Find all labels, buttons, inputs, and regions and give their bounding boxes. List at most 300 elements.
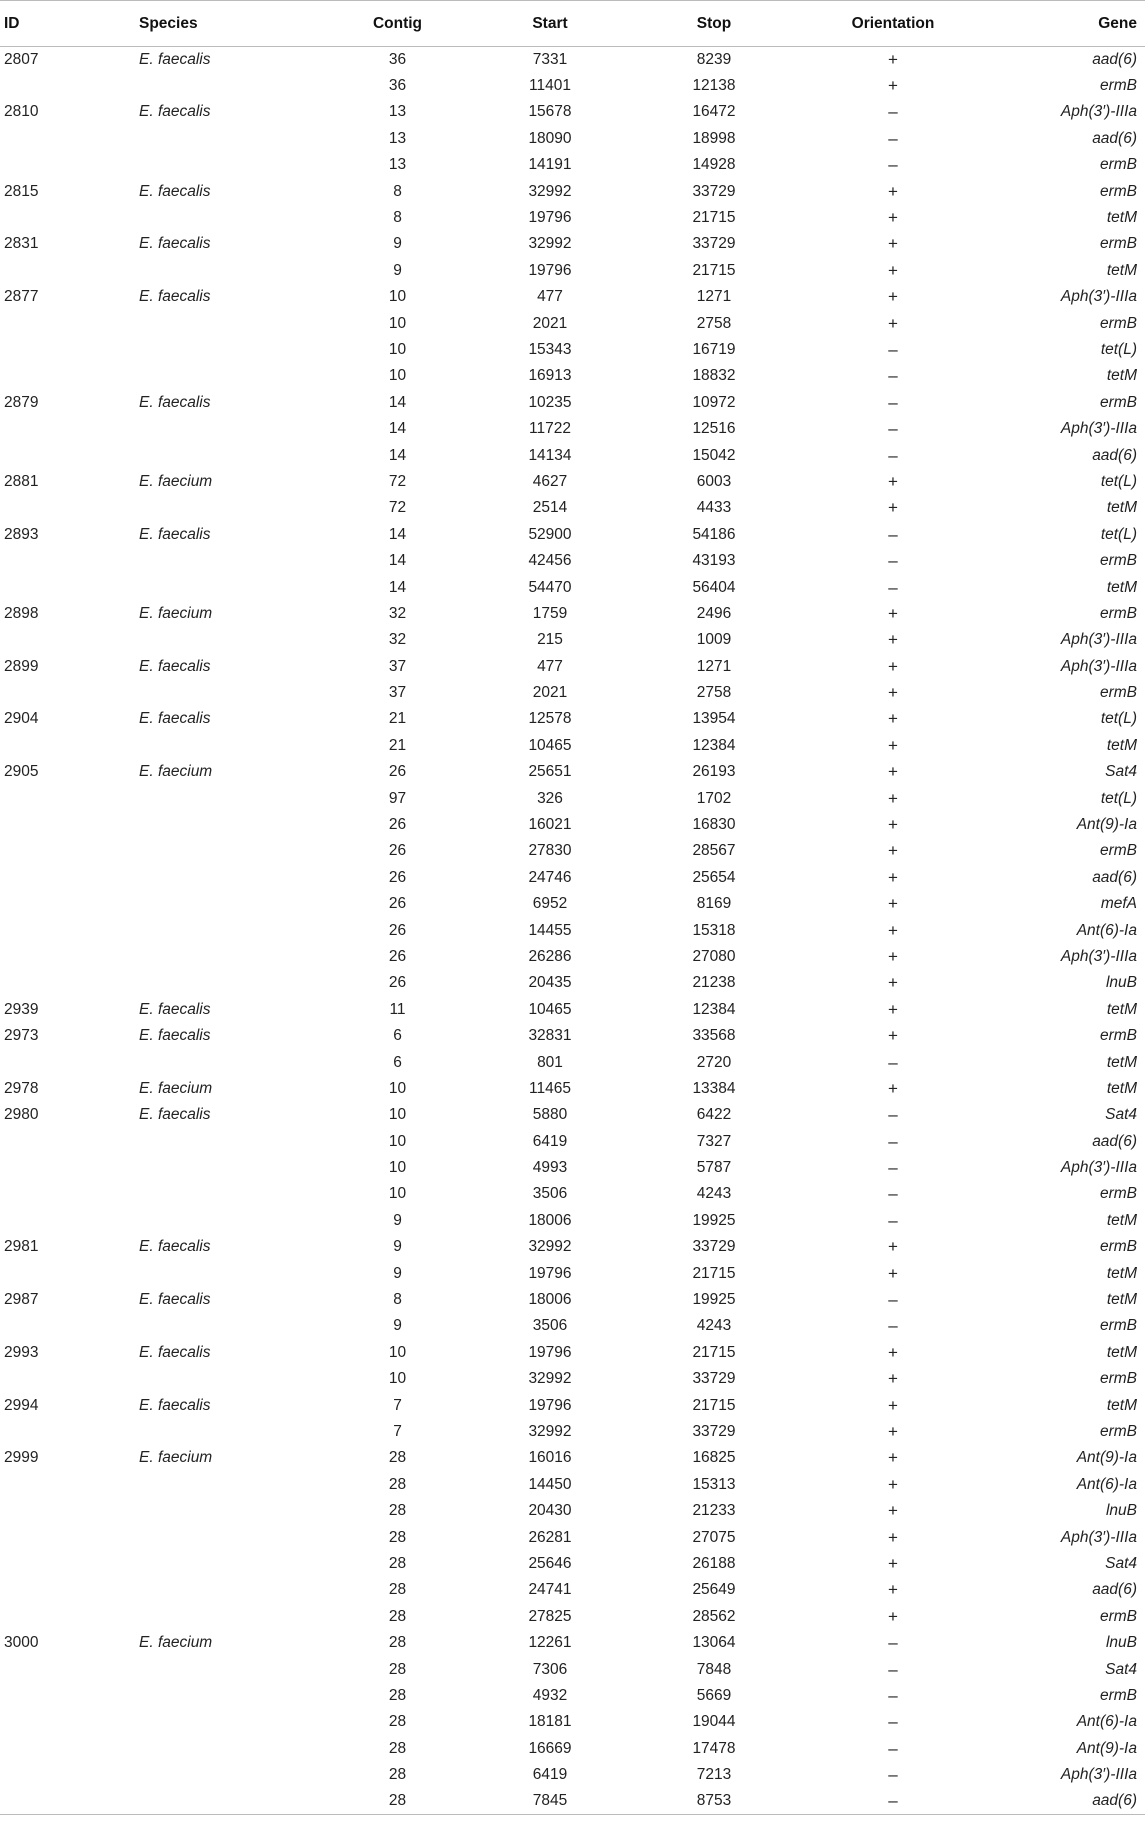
cell-orientation: – xyxy=(888,128,898,148)
cell-orientation: – xyxy=(888,445,898,465)
cell-contig: 10 xyxy=(388,288,407,306)
cell-start: 16021 xyxy=(528,816,572,834)
cell-orientation: + xyxy=(888,208,898,228)
cell-start: 42456 xyxy=(528,552,572,570)
cell-orientation: + xyxy=(888,841,898,861)
table-row xyxy=(0,284,1145,310)
cell-species: E. faecium xyxy=(139,604,213,622)
cell-stop: 25654 xyxy=(692,868,736,886)
table-row xyxy=(0,1788,1145,1814)
cell-id xyxy=(0,1656,135,1682)
cell-orientation: + xyxy=(888,1474,898,1494)
cell-start: 4993 xyxy=(532,1159,568,1177)
cell-stop: 21715 xyxy=(692,1264,736,1282)
cell-stop: 12516 xyxy=(692,420,736,438)
cell-contig: 28 xyxy=(388,1449,407,1467)
cell-stop: 33729 xyxy=(692,235,736,253)
cell-gene: Ant(6)-Ia xyxy=(1076,1713,1137,1731)
cell-orientation: – xyxy=(888,419,898,439)
cell-contig: 10 xyxy=(388,340,407,358)
cell-contig: 28 xyxy=(325,1788,470,1814)
table-row xyxy=(0,522,1145,548)
cell-start: 326 xyxy=(537,789,563,807)
cell-stop: 2758 xyxy=(696,684,732,702)
header-gene: Gene xyxy=(988,1,1145,47)
cell-contig: 36 xyxy=(388,77,407,95)
cell-orientation: + xyxy=(888,313,898,333)
cell-species xyxy=(135,1604,325,1630)
cell-species xyxy=(135,733,325,759)
cell-contig: 10 xyxy=(388,1106,407,1124)
cell-orientation: – xyxy=(888,366,898,386)
table-row xyxy=(0,310,1145,336)
cell-gene: tet(L) xyxy=(1100,789,1137,807)
cell-stop: 21238 xyxy=(692,974,736,992)
cell-species xyxy=(135,1656,325,1682)
cell-species xyxy=(135,1551,325,1577)
cell-gene: tetM xyxy=(1106,261,1137,279)
cell-start: 6419 xyxy=(532,1766,568,1784)
table-row xyxy=(0,812,1145,838)
cell-stop: 21715 xyxy=(692,261,736,279)
cell-stop: 7848 xyxy=(696,1660,732,1678)
cell-contig: 6 xyxy=(393,1053,402,1071)
cell-id xyxy=(0,1155,135,1181)
table-row xyxy=(0,152,1145,178)
cell-contig: 8 xyxy=(393,182,402,200)
cell-id xyxy=(0,1313,135,1339)
cell-contig: 37 xyxy=(388,684,407,702)
cell-contig: 72 xyxy=(388,499,407,517)
cell-species: E. faecalis xyxy=(139,1343,211,1361)
table-row xyxy=(0,970,1145,996)
cell-id: 2993 xyxy=(4,1343,39,1361)
cell-species: E. faecalis xyxy=(139,1106,211,1124)
cell-id xyxy=(0,258,135,284)
cell-orientation: + xyxy=(888,1078,898,1098)
cell-gene: tetM xyxy=(1106,1343,1137,1361)
cell-id xyxy=(0,1181,135,1207)
cell-species: E. faecium xyxy=(139,1079,213,1097)
cell-id: 2881 xyxy=(4,472,39,490)
cell-stop: 13064 xyxy=(692,1634,736,1652)
cell-gene: ermB xyxy=(1099,552,1137,570)
cell-stop: 13954 xyxy=(692,710,736,728)
cell-id: 2905 xyxy=(4,763,39,781)
cell-orientation: + xyxy=(888,999,898,1019)
cell-gene: Ant(6)-Ia xyxy=(1076,921,1137,939)
cell-species xyxy=(135,126,325,152)
cell-stop: 13384 xyxy=(692,1079,736,1097)
header-row xyxy=(0,1,1145,47)
cell-contig: 28 xyxy=(388,1686,407,1704)
cell-orientation: – xyxy=(888,1184,898,1204)
table-row xyxy=(0,1498,1145,1524)
cell-gene: Aph(3′)-IIIa xyxy=(1060,103,1137,121)
cell-species: E. faecalis xyxy=(139,182,211,200)
cell-stop: 12384 xyxy=(692,1000,736,1018)
cell-contig: 36 xyxy=(388,50,407,68)
cell-orientation: – xyxy=(888,1105,898,1125)
cell-stop: 15042 xyxy=(692,446,736,464)
cell-gene: ermB xyxy=(1099,1370,1137,1388)
cell-orientation: + xyxy=(888,76,898,96)
cell-gene: aad(6) xyxy=(988,1788,1145,1814)
cell-stop: 1271 xyxy=(696,657,732,675)
cell-gene: aad(6) xyxy=(1092,446,1137,464)
cell-start: 12261 xyxy=(528,1634,572,1652)
cell-start: 5880 xyxy=(532,1106,568,1124)
cell-start: 477 xyxy=(537,657,563,675)
header-orientation: Orientation xyxy=(798,1,988,47)
cell-start: 24746 xyxy=(528,868,572,886)
table-row xyxy=(0,469,1145,495)
cell-species: E. faecalis xyxy=(139,525,211,543)
cell-species xyxy=(135,1419,325,1445)
cell-stop: 15318 xyxy=(692,921,736,939)
cell-id xyxy=(0,1260,135,1286)
table-row xyxy=(0,944,1145,970)
cell-orientation: + xyxy=(888,735,898,755)
cell-contig: 13 xyxy=(388,103,407,121)
cell-orientation: + xyxy=(888,260,898,280)
cell-gene: tetM xyxy=(1106,1000,1137,1018)
table-row xyxy=(0,548,1145,574)
cell-id: 2939 xyxy=(4,1000,39,1018)
cell-orientation: + xyxy=(888,1342,898,1362)
cell-orientation: – xyxy=(888,1659,898,1679)
cell-id xyxy=(0,495,135,521)
cell-species xyxy=(135,1049,325,1075)
cell-gene: aad(6) xyxy=(1092,50,1137,68)
cell-contig: 10 xyxy=(388,1343,407,1361)
table-row xyxy=(0,785,1145,811)
cell-species xyxy=(135,1313,325,1339)
cell-gene: ermB xyxy=(1099,77,1137,95)
cell-start: 19796 xyxy=(528,1264,572,1282)
cell-contig: 8 xyxy=(393,209,402,227)
cell-stop: 28567 xyxy=(692,842,736,860)
cell-species: E. faecium xyxy=(139,763,213,781)
cell-stop: 7327 xyxy=(696,1132,732,1150)
cell-stop: 19044 xyxy=(692,1713,736,1731)
cell-gene: aad(6) xyxy=(1092,129,1137,147)
cell-stop: 5669 xyxy=(696,1686,732,1704)
cell-species: E. faecalis xyxy=(139,235,211,253)
cell-stop: 16830 xyxy=(692,816,736,834)
cell-orientation: + xyxy=(888,1527,898,1547)
header-contig: Contig xyxy=(325,1,470,47)
cell-contig: 10 xyxy=(388,1370,407,1388)
cell-start: 4627 xyxy=(532,472,568,490)
cell-stop: 21233 xyxy=(692,1502,736,1520)
cell-contig: 28 xyxy=(388,1581,407,1599)
cell-orientation: + xyxy=(888,1606,898,1626)
cell-species xyxy=(135,1366,325,1392)
cell-stop: 8169 xyxy=(696,895,732,913)
cell-start: 4932 xyxy=(532,1686,568,1704)
cell-orientation: + xyxy=(888,894,898,914)
cell-start: 14134 xyxy=(528,446,572,464)
cell-start: 54470 xyxy=(528,578,572,596)
cell-gene: Aph(3′)-IIIa xyxy=(1060,947,1137,965)
cell-start: 18006 xyxy=(528,1291,572,1309)
cell-stop: 16825 xyxy=(692,1449,736,1467)
table-row xyxy=(0,917,1145,943)
cell-species xyxy=(135,680,325,706)
cell-orientation: – xyxy=(888,339,898,359)
cell-id xyxy=(0,1472,135,1498)
cell-gene: ermB xyxy=(1099,684,1137,702)
cell-id xyxy=(0,1366,135,1392)
cell-species: E. faecalis xyxy=(139,393,211,411)
cell-start: 27830 xyxy=(528,842,572,860)
cell-start: 16913 xyxy=(528,367,572,385)
cell-orientation: – xyxy=(888,1316,898,1336)
cell-gene: tetM xyxy=(1106,578,1137,596)
table-body xyxy=(0,47,1145,1815)
cell-orientation: + xyxy=(888,709,898,729)
table-row xyxy=(0,73,1145,99)
cell-species xyxy=(135,1788,325,1814)
cell-gene: ermB xyxy=(1099,842,1137,860)
table-row xyxy=(0,1313,1145,1339)
header-stop: Stop xyxy=(630,1,798,47)
cell-stop: 33729 xyxy=(692,1238,736,1256)
cell-contig: 7 xyxy=(393,1396,402,1414)
table-row xyxy=(0,416,1145,442)
cell-species: E. faecium xyxy=(139,1634,213,1652)
cell-gene: ermB xyxy=(1099,393,1137,411)
cell-id xyxy=(0,574,135,600)
cell-contig: 14 xyxy=(388,578,407,596)
cell-stop: 14928 xyxy=(692,156,736,174)
table-row xyxy=(0,1551,1145,1577)
cell-contig: 28 xyxy=(388,1660,407,1678)
cell-contig: 28 xyxy=(388,1634,407,1652)
cell-stop: 27080 xyxy=(692,947,736,965)
cell-gene: Ant(6)-Ia xyxy=(1076,1475,1137,1493)
cell-start: 24741 xyxy=(528,1581,572,1599)
cell-orientation: – xyxy=(888,577,898,597)
cell-species xyxy=(135,205,325,231)
table-header xyxy=(0,1,1145,47)
cell-gene: ermB xyxy=(1099,314,1137,332)
cell-stop: 2758 xyxy=(696,314,732,332)
table-row xyxy=(0,178,1145,204)
cell-orientation: – xyxy=(888,1158,898,1178)
cell-orientation: + xyxy=(888,1369,898,1389)
cell-start: 14191 xyxy=(528,156,572,174)
cell-gene: Aph(3′)-IIIa xyxy=(1060,657,1137,675)
cell-start: 14450 xyxy=(528,1475,572,1493)
cell-id xyxy=(0,73,135,99)
cell-stop: 4243 xyxy=(696,1317,732,1335)
cell-start: 25646 xyxy=(528,1554,572,1572)
cell-id xyxy=(0,126,135,152)
cell-gene: Ant(9)-Ia xyxy=(1076,1449,1137,1467)
cell-orientation: + xyxy=(888,656,898,676)
cell-orientation: – xyxy=(888,1052,898,1072)
cell-orientation: + xyxy=(888,1553,898,1573)
cell-start: 10465 xyxy=(528,736,572,754)
cell-orientation: + xyxy=(888,1501,898,1521)
cell-gene: ermB xyxy=(1099,1317,1137,1335)
cell-species xyxy=(135,1577,325,1603)
cell-species xyxy=(135,73,325,99)
cell-contig: 72 xyxy=(388,472,407,490)
cell-contig: 9 xyxy=(393,1238,402,1256)
cell-gene: Sat4 xyxy=(1105,1660,1137,1678)
cell-gene: Sat4 xyxy=(1105,763,1137,781)
cell-stop: 33729 xyxy=(692,1423,736,1440)
cell-species xyxy=(135,442,325,468)
cell-orientation: – xyxy=(888,1131,898,1151)
cell-start: 7331 xyxy=(532,50,568,68)
cell-contig: 8 xyxy=(393,1291,402,1309)
cell-start: 6419 xyxy=(532,1132,568,1150)
cell-id xyxy=(0,1762,135,1788)
cell-stop: 8239 xyxy=(696,50,732,68)
cell-orientation: + xyxy=(888,867,898,887)
cell-id xyxy=(0,548,135,574)
cell-species xyxy=(135,1208,325,1234)
cell-contig: 26 xyxy=(388,947,407,965)
table-row xyxy=(0,1392,1145,1418)
table-row xyxy=(0,627,1145,653)
cell-orientation: + xyxy=(888,1026,898,1046)
cell-contig: 28 xyxy=(388,1554,407,1572)
cell-species xyxy=(135,548,325,574)
cell-gene: tet(L) xyxy=(1100,340,1137,358)
cell-stop: 4433 xyxy=(696,499,732,517)
cell-species xyxy=(135,1736,325,1762)
cell-start: 32992 xyxy=(528,182,572,200)
table-row xyxy=(0,1656,1145,1682)
cell-start: 20435 xyxy=(528,974,572,992)
table-row xyxy=(0,363,1145,389)
cell-stop: 33568 xyxy=(692,1027,736,1045)
cell-id: 2978 xyxy=(4,1079,39,1097)
cell-start: 14455 xyxy=(528,921,572,939)
cell-id: 2981 xyxy=(4,1238,39,1256)
cell-gene: ermB xyxy=(1099,156,1137,174)
cell-species xyxy=(135,627,325,653)
cell-contig: 14 xyxy=(388,393,407,411)
cell-orientation: + xyxy=(888,815,898,835)
cell-start: 11722 xyxy=(529,420,571,438)
cell-contig: 14 xyxy=(388,446,407,464)
cell-id xyxy=(0,1604,135,1630)
table-row xyxy=(0,601,1145,627)
cell-start: 27825 xyxy=(528,1607,572,1625)
cell-id: 2831 xyxy=(4,235,39,253)
cell-id xyxy=(0,152,135,178)
cell-orientation: – xyxy=(888,1290,898,1310)
table-row xyxy=(0,1524,1145,1550)
table-row xyxy=(0,442,1145,468)
cell-stop: 25649 xyxy=(692,1581,736,1599)
cell-stop: 18832 xyxy=(692,367,736,385)
cell-orientation: – xyxy=(888,1210,898,1230)
cell-contig: 10 xyxy=(388,1132,407,1150)
table-row xyxy=(0,1630,1145,1656)
cell-contig: 11 xyxy=(389,1000,406,1018)
cell-start: 16669 xyxy=(528,1739,572,1757)
cell-orientation: + xyxy=(888,1580,898,1600)
cell-species: E. faecalis xyxy=(139,288,211,306)
table-row xyxy=(0,1366,1145,1392)
cell-orientation: + xyxy=(888,920,898,940)
cell-species xyxy=(135,970,325,996)
cell-start: 18181 xyxy=(528,1713,572,1731)
cell-stop: 19925 xyxy=(692,1291,736,1309)
cell-orientation: + xyxy=(888,1422,898,1441)
cell-gene: ermB xyxy=(1099,1607,1137,1625)
cell-stop: 2496 xyxy=(696,604,732,622)
cell-species xyxy=(135,1683,325,1709)
cell-id: 2904 xyxy=(4,710,39,728)
cell-gene: tetM xyxy=(1106,1211,1137,1229)
cell-gene: Aph(3′)-IIIa xyxy=(1060,631,1137,649)
cell-gene: lnuB xyxy=(1105,1634,1137,1652)
table-row xyxy=(0,1155,1145,1181)
header-start: Start xyxy=(470,1,630,47)
cell-start: 19796 xyxy=(528,261,572,279)
cell-id: 2877 xyxy=(4,288,39,306)
cell-gene: tetM xyxy=(1106,209,1137,227)
cell-contig: 32 xyxy=(388,604,407,622)
cell-gene: ermB xyxy=(1099,604,1137,622)
cell-species: E. faecalis xyxy=(139,710,211,728)
table-row xyxy=(0,47,1145,73)
cell-id: 2898 xyxy=(4,604,39,622)
cell-start: 32992 xyxy=(528,1238,572,1256)
cell-id xyxy=(0,1208,135,1234)
cell-orientation: + xyxy=(888,287,898,307)
cell-species xyxy=(135,363,325,389)
cell-contig: 6 xyxy=(393,1027,402,1045)
table-row xyxy=(0,574,1145,600)
cell-start: 26286 xyxy=(528,947,572,965)
cell-start: 32831 xyxy=(528,1027,572,1045)
cell-species xyxy=(135,891,325,917)
cell-contig: 28 xyxy=(388,1502,407,1520)
cell-gene: aad(6) xyxy=(1092,1132,1137,1150)
cell-id xyxy=(0,337,135,363)
cell-orientation: + xyxy=(888,49,898,69)
cell-id xyxy=(0,865,135,891)
cell-orientation: + xyxy=(888,788,898,808)
cell-start: 19796 xyxy=(528,1396,572,1414)
cell-contig: 14 xyxy=(388,420,407,438)
cell-stop: 43193 xyxy=(692,552,736,570)
cell-orientation: + xyxy=(888,630,898,650)
table-row xyxy=(0,1709,1145,1735)
cell-id xyxy=(0,1129,135,1155)
cell-start: 11465 xyxy=(529,1079,571,1097)
table-row xyxy=(0,1023,1145,1049)
cell-stop: 4243 xyxy=(696,1185,732,1203)
cell-species: E. faecalis xyxy=(139,1027,211,1045)
cell-stop: 21715 xyxy=(692,209,736,227)
cell-id xyxy=(0,970,135,996)
table-row xyxy=(0,1234,1145,1260)
cell-species xyxy=(135,917,325,943)
cell-contig: 26 xyxy=(388,921,407,939)
cell-id xyxy=(0,1419,135,1445)
cell-start: 12578 xyxy=(528,710,572,728)
